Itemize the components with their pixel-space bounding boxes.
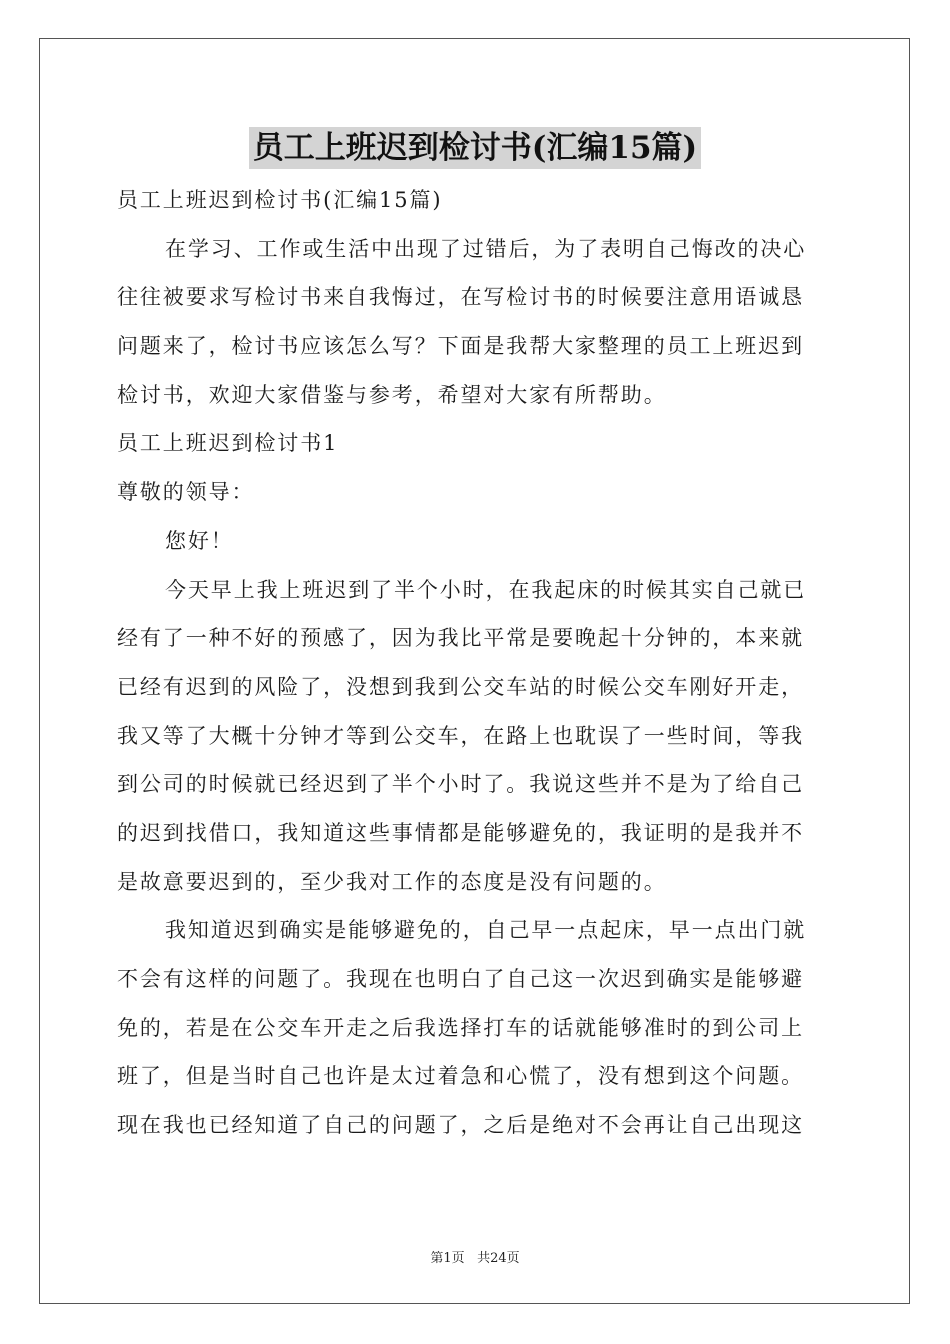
page-footer bbox=[0, 1247, 950, 1266]
paragraph-line: 的迟到找借口，我知道这些事情都是能够避免的，我证明的是我并不 bbox=[117, 820, 804, 845]
paragraph-line: 在学习、工作或生活中出现了过错后，为了表明自己悔改的决心 bbox=[165, 236, 807, 261]
paragraph-line: 往往被要求写检讨书来自我悔过，在写检讨书的时候要注意用语诚恳 bbox=[117, 285, 804, 310]
paragraph-line: 班了，但是当时自己也许是太过着急和心慌了，没有想到这个问题。 bbox=[117, 1064, 804, 1089]
section-heading: 员工上班迟到检讨书1 bbox=[117, 431, 339, 456]
paragraph-line: 检讨书，欢迎大家借鉴与参考，希望对大家有所帮助。 bbox=[117, 382, 667, 407]
paragraph-line: 经有了一种不好的预感了，因为我比平常是要晚起十分钟的，本来就 bbox=[117, 626, 804, 651]
paragraph-line: 问题来了，检讨书应该怎么写？下面是我帮大家整理的员工上班迟到 bbox=[117, 334, 804, 359]
title-container bbox=[0, 127, 950, 169]
paragraph-line: 是故意要迟到的，至少我对工作的态度是没有问题的。 bbox=[117, 869, 667, 894]
paragraph-line: 现在我也已经知道了自己的问题了，之后是绝对不会再让自己出现这 bbox=[117, 1113, 804, 1138]
paragraph-line: 到公司的时候就已经迟到了半个小时了。我说这些并不是为了给自己 bbox=[117, 772, 804, 797]
paragraph-line: 免的，若是在公交车开走之后我选择打车的话就能够准时的到公司上 bbox=[117, 1015, 804, 1040]
total-pages: 共24页 bbox=[477, 1251, 520, 1266]
paragraph-line: 不会有这样的问题了。我现在也明白了自己这一次迟到确实是能够避 bbox=[117, 967, 804, 991]
paragraph-line: 已经有迟到的风险了，没想到我到公交车站的时候公交车刚好开走， bbox=[117, 674, 804, 699]
paragraph-line: 今天早上我上班迟到了半个小时，在我起床的时候其实自己就已 bbox=[165, 577, 807, 602]
document-body bbox=[117, 176, 833, 1150]
paragraph-line: 我又等了大概十分钟才等到公交车，在路上也耽误了一些时间，等我 bbox=[117, 723, 804, 748]
subtitle-line: 员工上班迟到检讨书(汇编15篇) bbox=[117, 188, 443, 212]
salutation-line: 尊敬的领导： bbox=[117, 480, 255, 505]
page-number: 第1页 bbox=[430, 1251, 465, 1266]
paragraph-line: 我知道迟到确实是能够避免的，自己早一点起床，早一点出门就 bbox=[165, 918, 807, 943]
greeting-line: 您好！ bbox=[165, 528, 234, 553]
document-title: 员工上班迟到检讨书(汇编15篇) bbox=[249, 127, 701, 169]
